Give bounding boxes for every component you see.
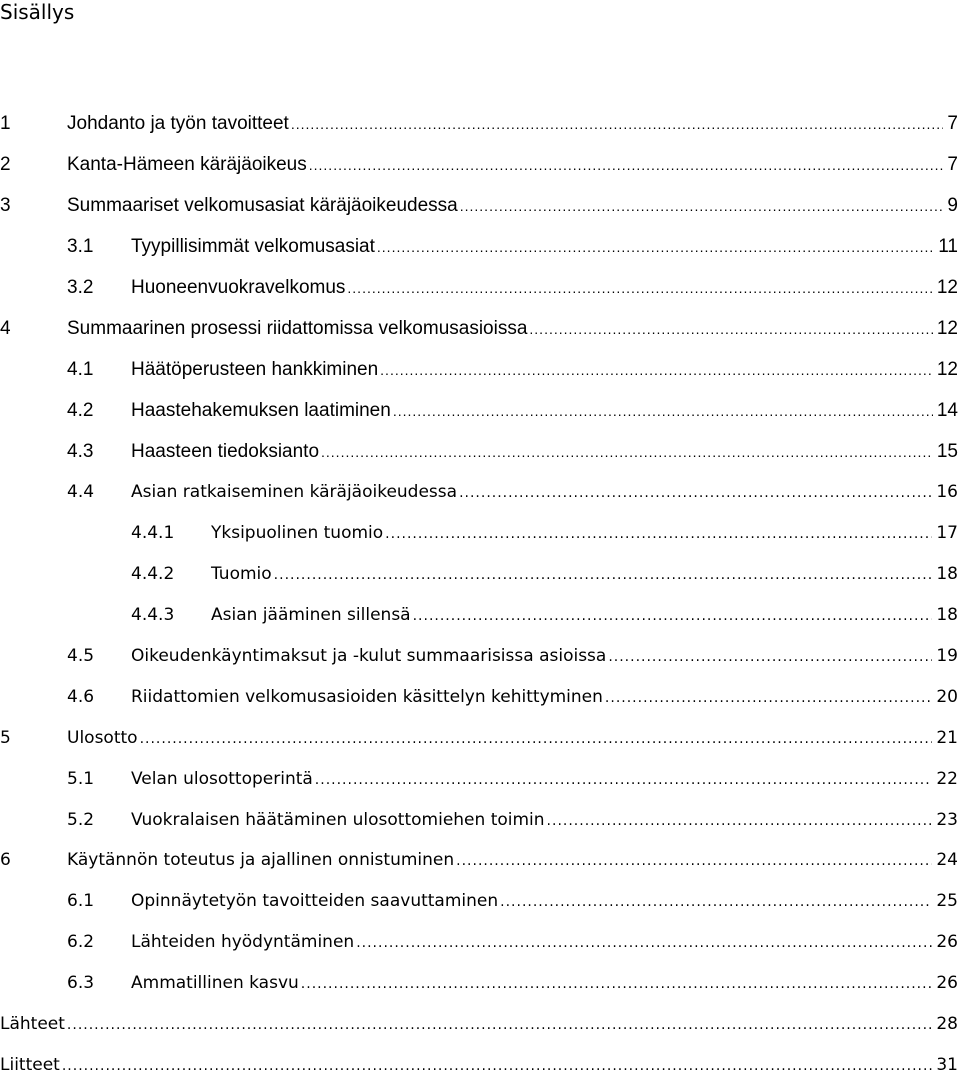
toc-entry[interactable] xyxy=(0,636,960,677)
toc-entry-title: Velan ulosottoperintä xyxy=(131,768,313,789)
toc-entry-line xyxy=(211,523,958,543)
toc-entry-page-number: 9 xyxy=(947,195,958,217)
toc-entry-title: Ulosotto xyxy=(67,727,138,748)
toc-entry-line xyxy=(131,482,958,502)
toc-dot-leader xyxy=(608,649,932,665)
toc-entry-page-number: 19 xyxy=(936,646,958,667)
toc-entry-title: Huoneenvuokravelkomus xyxy=(131,277,346,298)
toc-entry-line xyxy=(131,441,958,463)
toc-entry-title: Asian jääminen sillensä xyxy=(211,605,411,626)
toc-entry[interactable] xyxy=(0,308,960,349)
toc-entry[interactable] xyxy=(0,227,960,268)
toc-entry-page-number: 18 xyxy=(936,605,958,626)
toc-dot-leader xyxy=(140,731,933,747)
toc-dot-leader xyxy=(67,1017,932,1033)
toc-dot-leader xyxy=(321,444,933,460)
toc-entry-line xyxy=(131,769,958,789)
toc-entry[interactable] xyxy=(0,595,960,636)
toc-entry-number: 4.4.1 xyxy=(131,523,175,544)
toc-entry-line xyxy=(131,932,958,952)
toc-dot-leader xyxy=(291,116,944,132)
toc-dot-leader xyxy=(413,608,933,624)
toc-entry-number: 6.1 xyxy=(67,891,95,912)
toc-dot-leader xyxy=(347,280,932,296)
toc-entry-title: Liitteet xyxy=(0,1054,60,1075)
toc-dot-leader xyxy=(547,813,933,829)
toc-entry[interactable] xyxy=(0,758,960,799)
toc-entry-line xyxy=(131,400,958,422)
toc-entry-page-number: 12 xyxy=(936,277,958,298)
toc-entry-title: Haastehakemuksen laatiminen xyxy=(131,399,391,421)
toc-dot-leader xyxy=(385,526,932,542)
toc-entry-page-number: 21 xyxy=(936,727,958,748)
toc-entry-title: Johdanto ja työn tavoitteet xyxy=(67,113,289,135)
toc-entry[interactable] xyxy=(0,1044,960,1085)
toc-entry-title: Vuokralaisen häätäminen ulosottomiehen toimin xyxy=(131,809,545,830)
toc-entry-page-number: 16 xyxy=(936,482,958,503)
toc-entry[interactable] xyxy=(0,881,960,922)
toc-entry[interactable] xyxy=(0,676,960,717)
toc-entry-number: 4.5 xyxy=(67,646,95,667)
toc-dot-leader xyxy=(380,362,933,378)
toc-entry-title: Lähteet xyxy=(0,1014,65,1035)
toc-entry-title: Kanta-Hämeen käräjäoikeus xyxy=(67,154,307,176)
toc-entry[interactable] xyxy=(0,840,960,881)
toc-entry[interactable] xyxy=(0,390,960,431)
page-title: Sisällys xyxy=(0,0,75,24)
toc-entry-page-number: 11 xyxy=(938,236,958,258)
toc-entry[interactable] xyxy=(0,145,960,186)
toc-entry-number: 4.2 xyxy=(67,399,94,421)
toc-entry-title: Riidattomien velkomusasioiden käsittelyn kehittyminen xyxy=(131,686,603,707)
toc-entry-page-number: 28 xyxy=(936,1014,958,1035)
toc-dot-leader xyxy=(460,198,944,214)
toc-entry-page-number: 7 xyxy=(947,154,958,176)
toc-entry-line xyxy=(131,687,958,707)
toc-dot-leader xyxy=(377,239,934,255)
toc-dot-leader xyxy=(456,853,932,869)
toc-entry-title: Yksipuolinen tuomio xyxy=(211,523,384,544)
toc-entry-title: Häätöperusteen hankkiminen xyxy=(131,358,379,380)
toc-entry-title: Haasteen tiedoksianto xyxy=(131,440,320,462)
toc-entry-page-number: 25 xyxy=(936,891,958,912)
toc-entry[interactable] xyxy=(0,963,960,1004)
toc-entry-number: 6 xyxy=(0,850,11,871)
toc-entry-title: Käytännön toteutus ja ajallinen onnistuminen xyxy=(67,850,455,871)
toc-entry-page-number: 12 xyxy=(936,358,958,380)
toc-dot-leader xyxy=(62,1058,933,1074)
toc-entry-number: 4.6 xyxy=(67,686,95,707)
toc-entry-number: 2 xyxy=(0,154,11,176)
toc-entry-title: Tyypillisimmät velkomusasiat xyxy=(131,236,375,258)
toc-dot-leader xyxy=(274,567,933,583)
toc-entry[interactable] xyxy=(0,472,960,513)
toc-entry-title: Summaarinen prosessi riidattomissa velkomusasioissa xyxy=(67,317,528,339)
toc-entry[interactable] xyxy=(0,186,960,227)
toc-entry-title: Lähteiden hyödyntäminen xyxy=(131,932,355,953)
toc-entry-number: 5.2 xyxy=(67,809,95,830)
toc-entry-number: 4.3 xyxy=(67,440,94,462)
toc-dot-leader xyxy=(315,772,933,788)
toc-entry-line xyxy=(67,154,958,176)
toc-entry-line xyxy=(131,891,958,911)
toc-dot-leader xyxy=(309,157,944,173)
toc-entry-page-number: 7 xyxy=(947,113,958,135)
toc-entry-number: 4.4.2 xyxy=(131,564,175,585)
toc-entry[interactable] xyxy=(0,513,960,554)
toc-entry-number: 5.1 xyxy=(67,768,95,789)
toc-entry-page-number: 12 xyxy=(936,317,958,339)
toc-entry-line xyxy=(0,1055,958,1075)
toc-entry-line xyxy=(131,359,958,381)
toc-entry[interactable] xyxy=(0,104,960,145)
toc-entry-number: 4.4.3 xyxy=(131,605,175,626)
toc-entry[interactable] xyxy=(0,554,960,595)
toc-entry-line xyxy=(131,277,958,299)
toc-entry-number: 3.1 xyxy=(67,236,94,258)
toc-entry-number: 4 xyxy=(0,317,11,339)
toc-entry-line xyxy=(67,850,958,870)
toc-entry-page-number: 14 xyxy=(936,399,958,421)
toc-dot-leader xyxy=(356,935,932,951)
toc-entry-title: Ammatillinen kasvu xyxy=(131,973,299,994)
toc-entry-title: Oikeudenkäyntimaksut ja -kulut summaarisissa asioissa xyxy=(131,646,607,667)
toc-entry-number: 5 xyxy=(0,727,11,748)
toc-entry-line xyxy=(67,195,958,217)
table-of-contents xyxy=(0,104,960,1085)
toc-entry-page-number: 26 xyxy=(936,973,958,994)
toc-entry-title: Asian ratkaiseminen käräjäoikeudessa xyxy=(131,482,458,503)
toc-entry-line xyxy=(67,728,958,748)
toc-entry[interactable] xyxy=(0,922,960,963)
toc-entry-page-number: 20 xyxy=(936,686,958,707)
toc-entry-line xyxy=(67,113,958,135)
toc-entry-line xyxy=(131,646,958,666)
toc-entry[interactable] xyxy=(0,431,960,472)
toc-entry-page-number: 26 xyxy=(936,932,958,953)
toc-entry-page-number: 22 xyxy=(936,768,958,789)
toc-dot-leader xyxy=(500,894,932,910)
toc-entry-number: 3.2 xyxy=(67,277,94,298)
toc-entry-line xyxy=(131,236,958,258)
toc-entry[interactable] xyxy=(0,799,960,840)
toc-entry-page-number: 31 xyxy=(936,1054,958,1075)
toc-dot-leader xyxy=(605,690,932,706)
toc-entry[interactable] xyxy=(0,349,960,390)
toc-entry[interactable] xyxy=(0,1004,960,1045)
toc-entry-title: Opinnäytetyön tavoitteiden saavuttaminen xyxy=(131,891,499,912)
toc-entry-page-number: 23 xyxy=(936,809,958,830)
toc-entry-number: 1 xyxy=(0,113,11,135)
toc-entry-line xyxy=(211,564,958,584)
toc-dot-leader xyxy=(301,976,933,992)
toc-entry-title: Summaariset velkomusasiat käräjäoikeudessa xyxy=(67,195,458,217)
toc-entry-line xyxy=(0,1014,958,1034)
toc-entry-line xyxy=(211,605,958,625)
toc-entry[interactable] xyxy=(0,717,960,758)
toc-entry-page-number: 18 xyxy=(936,564,958,585)
toc-entry-line xyxy=(67,318,958,340)
toc-entry-number: 6.3 xyxy=(67,973,95,994)
toc-dot-leader xyxy=(459,485,932,501)
toc-entry-line xyxy=(131,973,958,993)
toc-entry-number: 4.4 xyxy=(67,482,95,503)
toc-entry-page-number: 24 xyxy=(936,850,958,871)
toc-dot-leader xyxy=(529,321,932,337)
toc-entry-number: 4.1 xyxy=(67,358,94,380)
toc-entry-line xyxy=(131,810,958,830)
toc-entry-number: 3 xyxy=(0,195,11,217)
toc-entry-page-number: 15 xyxy=(936,440,958,462)
toc-entry-title: Tuomio xyxy=(211,564,272,585)
toc-dot-leader xyxy=(393,403,933,419)
toc-entry[interactable] xyxy=(0,268,960,309)
toc-entry-number: 6.2 xyxy=(67,932,95,953)
toc-entry-page-number: 17 xyxy=(936,523,958,544)
